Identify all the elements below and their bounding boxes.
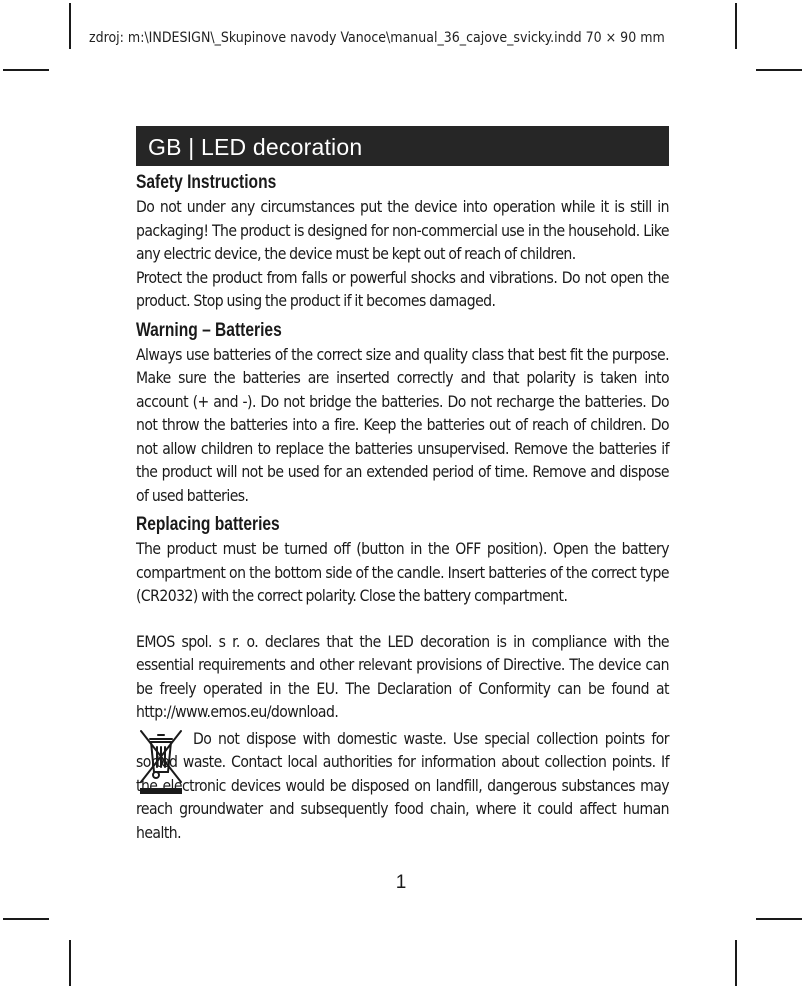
replacing-heading: Replacing batteries: [136, 514, 280, 535]
warning-heading: Warning – Batteries: [136, 319, 282, 341]
safety-paragraph-2: Protect the product from falls or powerful shocks and vibrations. Do not open the product. Stop using the product if it becomes damaged.: [136, 268, 669, 310]
crop-mark: [735, 3, 737, 49]
safety-paragraph-1: Do not under any circumstances put the device into operation while it is still in packaging! The product is designed for non-commercial use in the household. Like any electric device, the device must be kept out of reach of children.: [136, 198, 669, 263]
crop-mark: [756, 69, 802, 71]
manual-content: [136, 126, 669, 845]
disposal-paragraph: Do not dispose with domestic waste. Use special collection points for sorted waste. Contact local authorities for information about collection points. If the electronic devices would be disposed on landfill, dangerous substances may reach groundwater and subsequently food chain, where it could affect human health.: [136, 729, 669, 842]
spacer: [136, 609, 669, 631]
safety-heading: Safety Instructions: [136, 172, 277, 193]
crop-mark: [735, 940, 737, 986]
crop-mark: [3, 918, 49, 920]
source-file-slug: zdroj: m:\INDESIGN\_Skupinove navody Vanoce\manual_36_cajove_svicky.indd 70 × 90 mm: [89, 30, 665, 46]
page-number: 1: [395, 872, 407, 893]
section-banner: GB | LED decoration: [136, 126, 669, 166]
crop-mark: [69, 940, 71, 986]
declaration-paragraph: EMOS spol. s r. o. declares that the LED decoration is in compliance with the essential requirements and other relevant provisions of Directive. The device can be freely operated in the EU. The Declaration of Conformity can be found at http://www.emos.eu/download.: [136, 632, 669, 721]
crop-mark: [3, 69, 49, 71]
disposal-block: [136, 728, 669, 846]
warning-paragraph: Always use batteries of the correct size and quality class that best fit the purpose. Make sure the batteries are inserted correctly and that polarity is taken into account (+ and -). Do not bridge the batteries. Do not recharge the batteries. Do not throw the batteries into a fire. Keep the batteries out of reach of children. Do not allow children to replace the batteries unsupervised. Remove the batteries if the product will not be used for an extended period of time. Remove and dispose of used batteries.: [136, 345, 669, 505]
crop-mark: [69, 3, 71, 49]
crop-mark: [756, 918, 802, 920]
replacing-paragraph: The product must be turned off (button in the OFF position). Open the battery compartment on the bottom side of the candle. Insert batteries of the correct type (CR2032) with the correct polarity. Close the battery compartment.: [136, 540, 669, 605]
disposal-text-wrap: [136, 728, 669, 846]
